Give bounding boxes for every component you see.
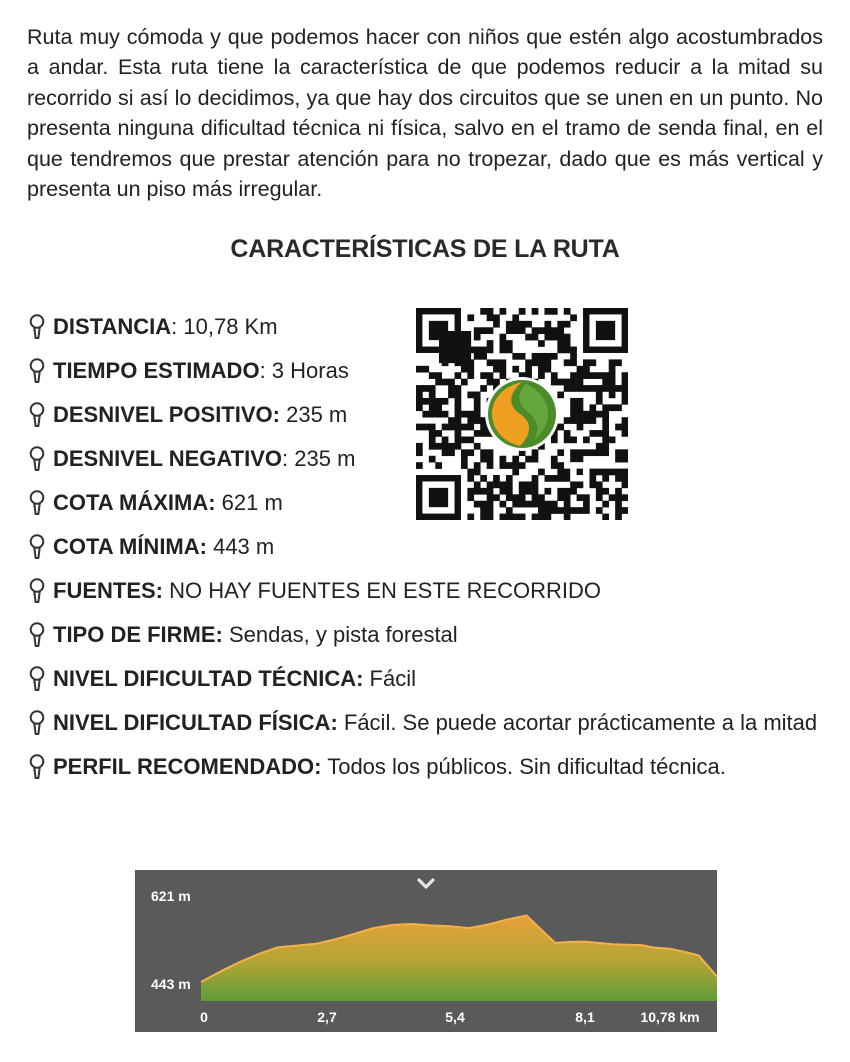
characteristic-key: DISTANCIA (53, 314, 172, 339)
characteristic-value: 443 m (206, 534, 275, 559)
characteristic-key: COTA MÁXIMA: (53, 490, 216, 515)
characteristic-key: TIEMPO ESTIMADO (53, 358, 260, 383)
x-tick-label: 5,4 (445, 1009, 465, 1025)
characteristic-key: DESNIVEL POSITIVO: (53, 402, 280, 427)
characteristic-sep: : (282, 446, 289, 471)
characteristic-item (27, 525, 827, 569)
characteristic-value: Sendas, y pista forestal (222, 622, 458, 647)
y-tick-label: 443 m (151, 976, 191, 992)
characteristic-value: Fácil (363, 666, 416, 691)
characteristic-item (27, 569, 827, 613)
elevation-profile-chart (135, 870, 717, 1032)
section-heading: CARACTERÍSTICAS DE LA RUTA (230, 235, 620, 263)
x-tick-label: 8,1 (575, 1009, 595, 1025)
characteristic-value: NO HAY FUENTES EN ESTE RECORRIDO (163, 578, 602, 603)
elevation-profile (135, 870, 717, 1032)
characteristic-value: 621 m (215, 490, 283, 515)
characteristic-key: TIPO DE FIRME: (53, 622, 223, 647)
x-tick-label: 10,78 km (640, 1009, 700, 1025)
map-pin-icon (27, 402, 47, 428)
leaf-logo (485, 377, 559, 451)
characteristic-key: FUENTES: (53, 578, 163, 603)
map-pin-icon (27, 754, 47, 780)
map-pin-icon (27, 578, 47, 604)
characteristic-key: DESNIVEL NEGATIVO (53, 446, 283, 471)
characteristic-value: 235 m (279, 402, 348, 427)
characteristic-value: 3 Horas (265, 358, 349, 383)
map-pin-icon (27, 710, 47, 736)
map-pin-icon (27, 534, 47, 560)
map-pin-icon (27, 490, 47, 516)
characteristic-value: 235 m (288, 446, 356, 471)
map-pin-icon (27, 314, 47, 340)
intro-paragraph: Ruta muy cómoda y que podemos hacer con niños que estén algo acostumbrados a andar. Esta ruta tiene la característica de que podemos reducir a la mitad su recorrido si así lo decidimos, ya que hay dos circuitos que se unen en un punto. No presenta ninguna dificultad técnica ni física, salvo en el tramo de senda final, en el que tendremos que prestar atención para no tropezar, dado que es más vertical y presenta un piso más irregular. (27, 25, 823, 202)
chevron-down-icon[interactable] (419, 880, 433, 887)
characteristic-key: COTA MÍNIMA: (53, 534, 207, 559)
characteristic-item (27, 701, 827, 745)
characteristic-item (27, 745, 827, 789)
elevation-area (201, 916, 717, 1002)
characteristic-value: 10,78 Km (177, 314, 278, 339)
characteristic-item (27, 657, 827, 701)
characteristic-key: NIVEL DIFICULTAD FÍSICA: (53, 710, 338, 735)
characteristic-key: PERFIL RECOMENDADO: (53, 754, 322, 779)
characteristic-value: Todos los públicos. Sin dificultad técnica. (321, 754, 726, 779)
y-tick-label: 621 m (151, 888, 191, 904)
characteristic-sep: : (259, 358, 266, 383)
map-pin-icon (27, 666, 47, 692)
characteristic-sep: : (171, 314, 178, 339)
qr-code[interactable] (416, 308, 628, 520)
map-pin-icon (27, 358, 47, 384)
map-pin-icon (27, 622, 47, 648)
map-pin-icon (27, 446, 47, 472)
characteristic-item (27, 613, 827, 657)
characteristic-value: Fácil. Se puede acortar prácticamente a la mitad (337, 710, 818, 735)
x-tick-label: 0 (200, 1009, 208, 1025)
x-tick-label: 2,7 (317, 1009, 337, 1025)
characteristic-key: NIVEL DIFICULTAD TÉCNICA: (53, 666, 364, 691)
